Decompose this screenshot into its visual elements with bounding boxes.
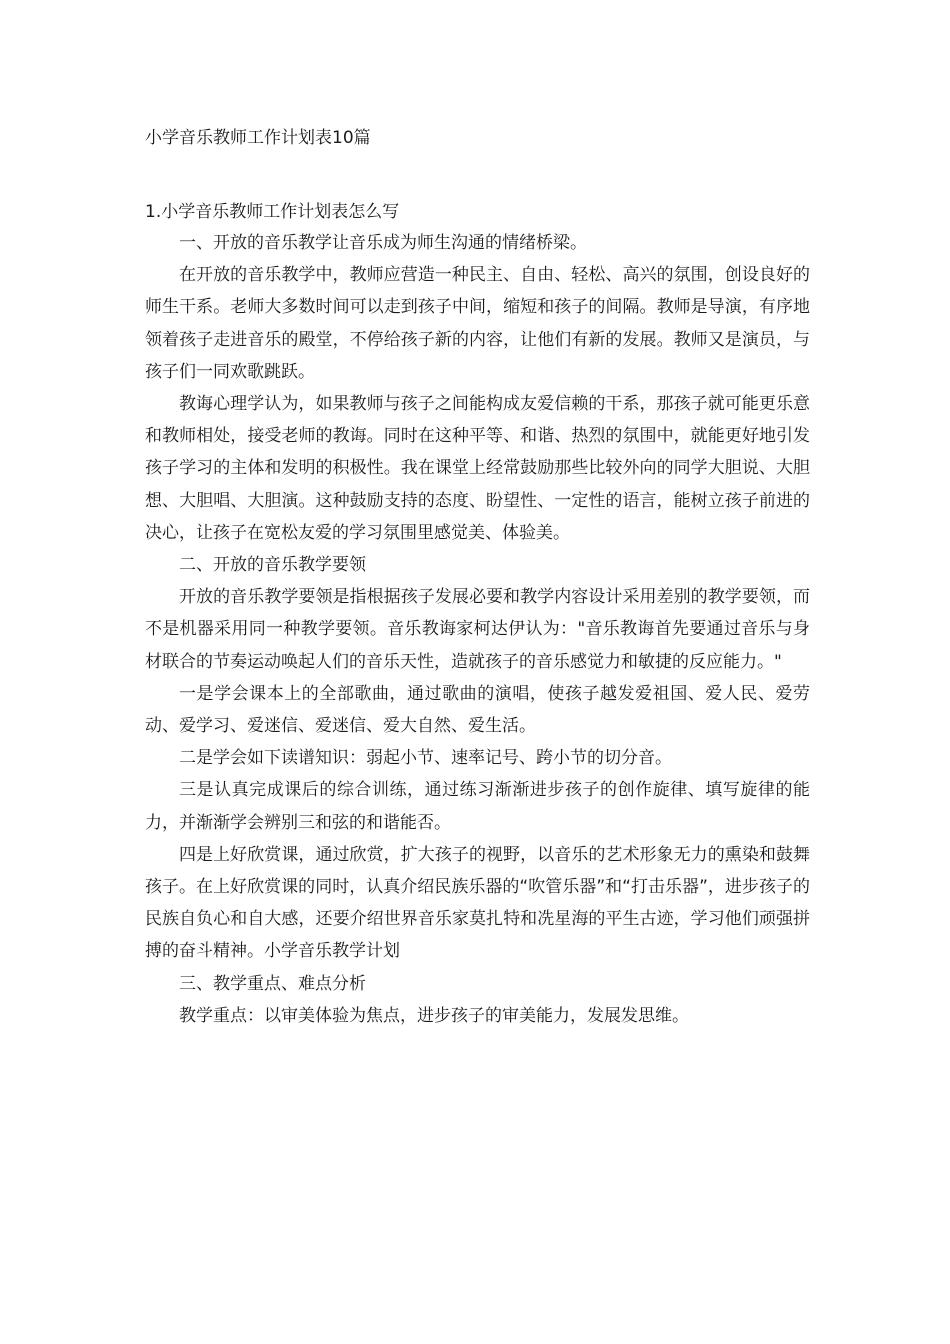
paragraph: 二是学会如下读谱知识：弱起小节、速率记号、跨小节的切分音。 (179, 748, 672, 769)
paragraph: 教诲心理学认为，如果教师与孩子之间能构成友爱信赖的干系，那孩子就可能更乐意和教师相处，接受老师的教诲。同时在这种平等、和谐、热烈的氛围中，就能更好地引发孩子学习的主体和发明的积极性。我在课堂上经常鼓励那些比较外向的同学大胆说、大胆想、大胆唱、大胆演。这种鼓励支持的态度、盼望性、一定性的语言，能树立孩子前进的决心，让孩子在宽松友爱的学习氛围里感觉美、体验美。 (145, 394, 810, 543)
paragraph: 三、教学重点、难点分析 (179, 973, 366, 994)
paragraph: 四是上好欣赏课，通过欣赏，扩大孩子的视野，以音乐的艺术形象无力的熏染和鼓舞孩子。在上好欣赏课的同时，认真介绍民族乐器的“吹管乐器”和“打击乐器”，进步孩子的民族自负心和自大感，还要介绍世界音乐家莫扎特和冼星海的平生古迹，学习他们顽强拼搏的奋斗精神。小学音乐教学计划 (145, 844, 810, 962)
paragraph: 教学重点：以审美体验为焦点，进步孩子的审美能力，发展发思维。 (179, 1005, 689, 1026)
document-body (145, 197, 810, 1032)
paragraph: 开放的音乐教学要领是指根据孩子发展必要和教学内容设计采用差别的教学要领，而不是机器采用同一种教学要领。音乐教诲家柯达伊认为："音乐教诲首先要通过音乐与身材联合的节奏运动唤起人们的音乐天性，造就孩子的音乐感觉力和敏捷的反应能力。" (145, 587, 810, 672)
section-heading: 1.小学音乐教师工作计划表怎么写 (145, 202, 400, 222)
paragraph: 二、开放的音乐教学要领 (179, 555, 366, 576)
paragraph: 在开放的音乐教学中，教师应营造一种民主、自由、轻松、高兴的氛围，创设良好的师生干系。老师大多数时间可以走到孩子中间，缩短和孩子的间隔。教师是导演，有序地领着孩子走进音乐的殿堂，不停给孩子新的内容，让他们有新的发展。教师又是演员，与孩子们一同欢歌跳跃。 (145, 265, 810, 382)
document-title: 小学音乐教师工作计划表10篇 (145, 128, 371, 148)
paragraph: 一、开放的音乐教学让音乐成为师生沟通的情绪桥梁。 (179, 233, 587, 253)
paragraph: 一是学会课本上的全部歌曲，通过歌曲的演唱，使孩子越发爱祖国、爱人民、爱劳动、爱学习、爱迷信、爱迷信、爱大自然、爱生活。 (145, 683, 810, 737)
paragraph: 三是认真完成课后的综合训练，通过练习渐渐进步孩子的创作旋律、填写旋律的能力，并渐渐学会辨别三和弦的和谐能否。 (145, 780, 810, 833)
